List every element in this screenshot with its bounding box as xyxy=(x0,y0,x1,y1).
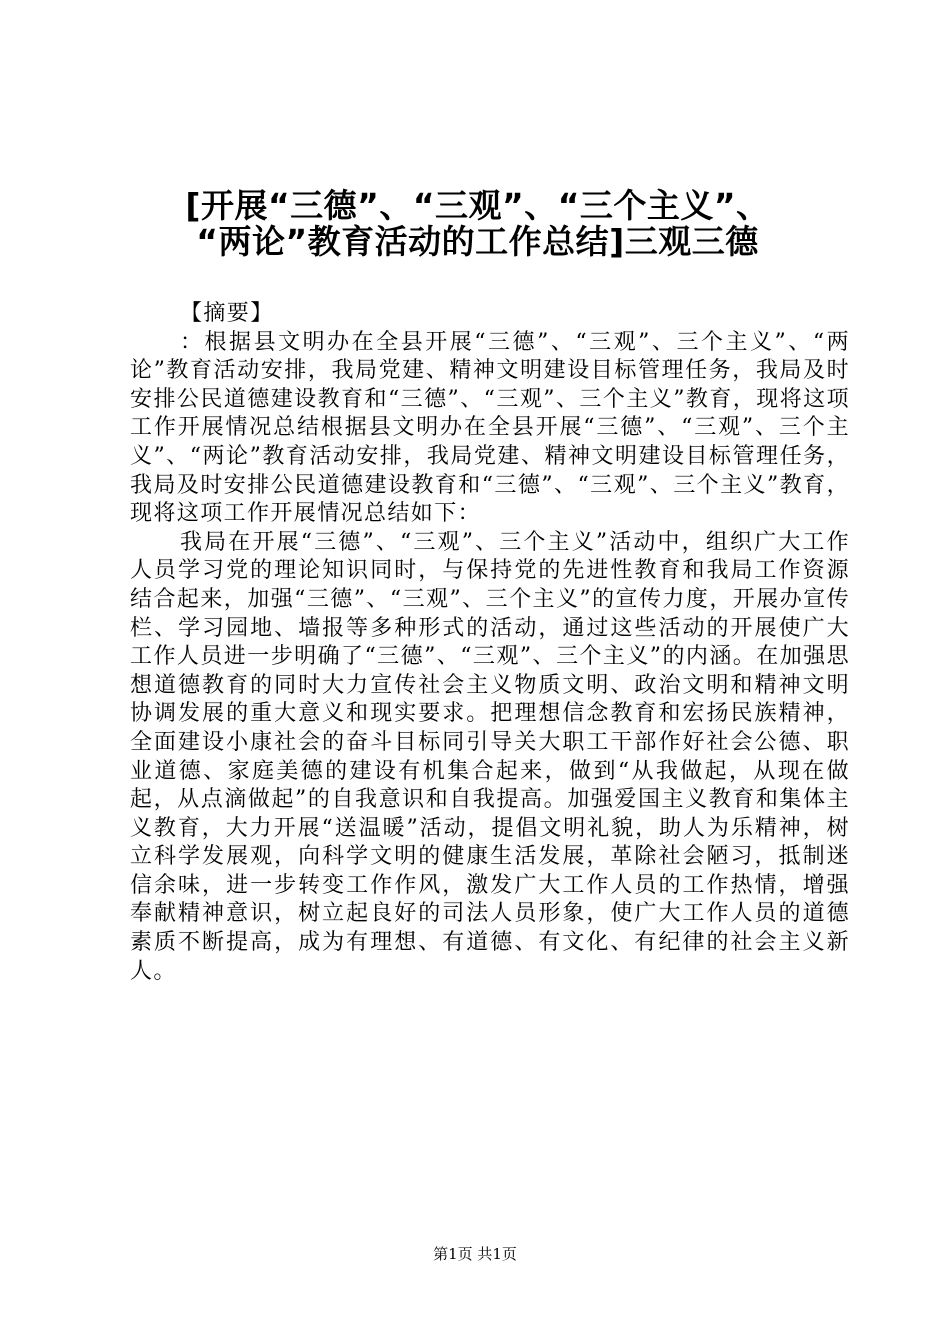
document-title-line-2: “两论”教育活动的工作总结]三观三德 xyxy=(196,222,759,261)
page-number-footer: 第1页 共1页 xyxy=(433,1245,517,1263)
abstract-paragraph: ：根据县文明办在全县开展“三德”、“三观”、三个主义”、“两论”教育活动安排，我局党建、精神文明建设目标管理任务，我局及时安排公民道德建设教育和“三德”、“三观”、三个主义”教育，现将这项工作开展情况总结根据县文明办在全县开展“三德”、“三观”、三个主义”、“两论”教育活动安排，我局党建、精神文明建设目标管理任务，我局及时安排公民道德建设教育和“三德”、“三观”、三个主义”教育，现将这项工作开展情况总结如下： xyxy=(130,329,850,527)
body-paragraph: 我局在开展“三德”、“三观”、三个主义”活动中，组织广大工作人员学习党的理论知识同时，与保持党的先进性教育和我局工作资源结合起来，加强“三德”、“三观”、三个主义”的宣传力度，开展办宣传栏、学习园地、墙报等多种形式的活动，通过这些活动的开展使广大工作人员进一步明确了“三德”、“三观”、三个主义”的内涵。在加强思想道德教育的同时大力宣传社会主义物质文明、政治文明和精神文明协调发展的重大意义和现实要求。把理想信念教育和宏扬民族精神，全面建设小康社会的奋斗目标同引导关大职工干部作好社会公德、职业道德、家庭美德的建设有机集合起来，做到“从我做起，从现在做起，从点滴做起”的自我意识和自我提高。加强爱国主义教育和集体主义教育，大力开展“送温暖”活动，提倡文明礼貌，助人为乐精神，树立科学发展观，向科学文明的健康生活发展，革除社会陋习，抵制迷信余味，进一步转变工作作风，激发广大工作人员的工作热情，增强奉献精神意识，树立起良好的司法人员形象，使广大工作人员的道德素质不断提高，成为有理想、有道德、有文化、有纪律的社会主义新人。 xyxy=(130,529,850,984)
document-title-line-1: [开展“三德”、“三观”、“三个主义”、 xyxy=(185,186,770,225)
document-body xyxy=(130,300,850,986)
abstract-label: 【摘要】 xyxy=(180,301,274,326)
